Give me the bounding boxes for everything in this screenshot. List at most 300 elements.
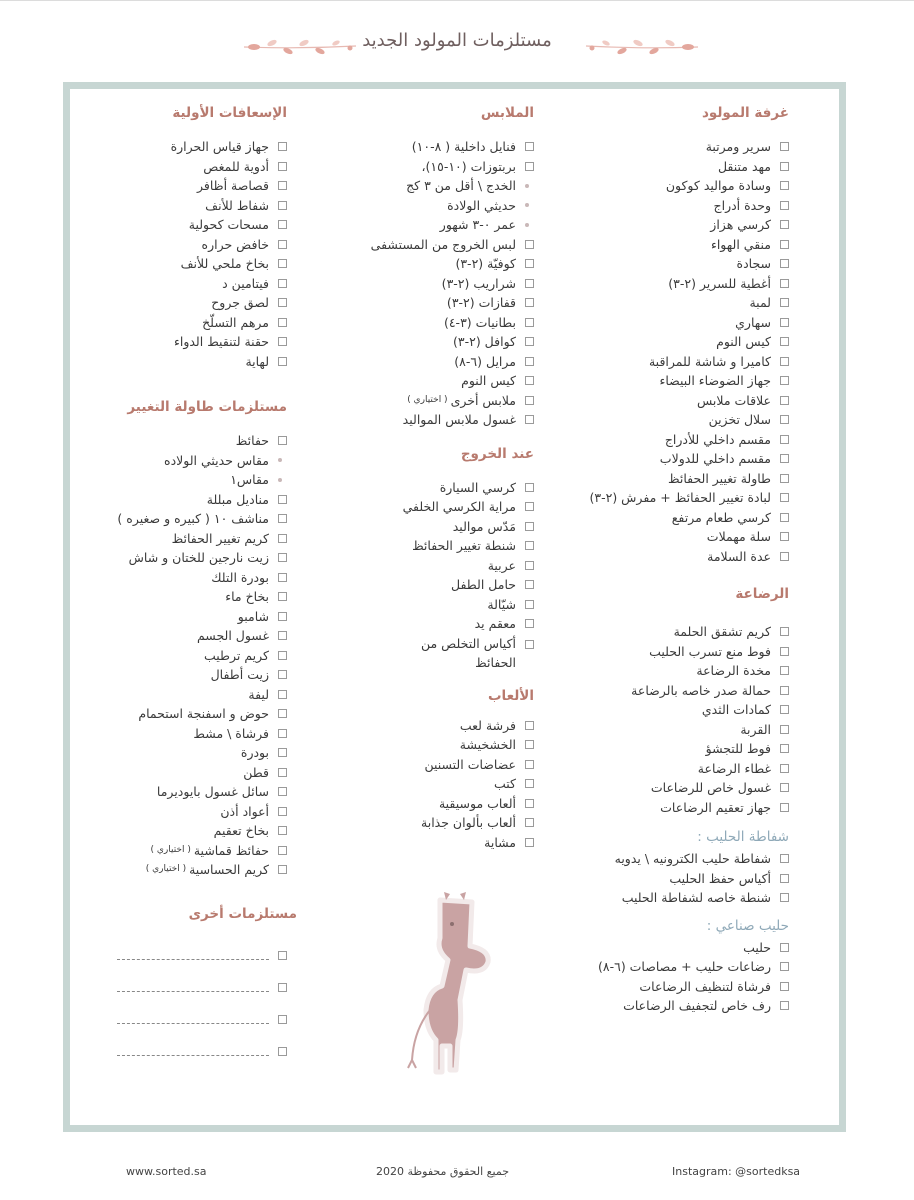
checkbox[interactable] [278, 826, 287, 835]
list-item[interactable] [589, 642, 789, 662]
checkbox[interactable] [780, 513, 789, 522]
item-label: وسادة مواليد كوكون [665, 178, 771, 193]
list-item[interactable] [364, 813, 534, 833]
list-item[interactable] [364, 833, 534, 853]
checkbox[interactable] [780, 337, 789, 346]
item-label: الحفائظ [475, 654, 516, 670]
checkbox[interactable] [525, 760, 534, 769]
checkbox[interactable] [278, 592, 287, 601]
item-label: الخشخيشة [459, 737, 516, 752]
item-label: عدة السلامة [707, 548, 771, 564]
checkbox[interactable] [278, 612, 287, 621]
item-label: شنطة خاصه لشفاطة الحليب [621, 890, 771, 905]
checkbox[interactable] [278, 631, 287, 640]
nursery-column [589, 101, 789, 1016]
list-item[interactable] [364, 410, 534, 430]
checkbox[interactable] [278, 436, 287, 445]
list-item[interactable] [364, 352, 534, 372]
item-label: مشاية [484, 834, 516, 850]
list-item[interactable] [364, 497, 534, 517]
checkbox[interactable] [525, 600, 534, 609]
checkbox[interactable] [780, 874, 789, 883]
bullet-icon [278, 458, 282, 462]
list-item[interactable] [589, 176, 789, 196]
list-item[interactable] [364, 735, 534, 755]
header [0, 28, 914, 64]
list-item[interactable] [117, 196, 287, 216]
list-item[interactable] [364, 595, 534, 615]
blank-line[interactable] [117, 951, 269, 960]
item-label: حوض و اسفنجة استحمام [138, 706, 269, 721]
list-item[interactable] [364, 634, 534, 672]
bullet-icon [525, 223, 529, 227]
section-title-other: مستلزمات أخرى [188, 905, 297, 922]
checkbox[interactable] [780, 783, 789, 792]
checkbox[interactable] [780, 686, 789, 695]
item-label: لمبة [749, 295, 771, 310]
item-label: شيّالة [487, 596, 516, 612]
checkbox[interactable] [780, 532, 789, 541]
list-item[interactable] [364, 274, 534, 294]
item-label: عضاضات التسنين [424, 756, 516, 772]
list-item[interactable] [589, 798, 789, 818]
list-item[interactable] [589, 508, 789, 528]
list-item[interactable] [117, 782, 287, 802]
checkbox[interactable] [525, 818, 534, 827]
item-label: ألعاب موسيقية [438, 795, 516, 811]
list-item[interactable] [117, 724, 287, 744]
checkbox[interactable] [278, 690, 287, 699]
list-item[interactable] [364, 215, 534, 235]
checkbox[interactable] [525, 337, 534, 346]
checkbox[interactable] [278, 259, 287, 268]
item-label: لهاية [245, 353, 269, 369]
item-label: مرهم التسلّخ [202, 314, 269, 330]
checkbox[interactable] [525, 799, 534, 808]
optional-note: ( اختياري ) [145, 864, 187, 874]
checkbox[interactable] [780, 725, 789, 734]
list-item[interactable] [364, 391, 534, 411]
checkbox[interactable] [278, 201, 287, 210]
item-label: بخاخ تعقيم [213, 823, 269, 838]
list-item[interactable] [117, 704, 287, 724]
checkbox[interactable] [780, 666, 789, 675]
item-label: كريم الحساسية [189, 862, 269, 877]
checkbox[interactable] [278, 514, 287, 523]
section-title-nursery: غرفة المولود [701, 105, 789, 121]
list-item[interactable] [117, 587, 287, 607]
list-item[interactable] [117, 332, 287, 352]
checkbox[interactable] [278, 951, 287, 960]
checkbox[interactable] [780, 318, 789, 327]
checkbox[interactable] [525, 240, 534, 249]
list-item[interactable] [589, 869, 789, 889]
list-item[interactable] [589, 196, 789, 216]
checkbox[interactable] [780, 982, 789, 991]
list-item[interactable] [117, 470, 287, 490]
item-label: ألعاب بألوان جذابة [421, 815, 516, 830]
list-item[interactable] [117, 293, 287, 313]
checkbox[interactable] [780, 201, 789, 210]
checkbox[interactable] [278, 748, 287, 757]
toys-list [364, 716, 534, 853]
checkbox[interactable] [278, 181, 287, 190]
list-item[interactable] [117, 685, 287, 705]
blank-line[interactable] [117, 1015, 269, 1024]
list-item[interactable] [117, 451, 287, 471]
item-label: سهاري [735, 314, 771, 330]
list-item[interactable] [117, 743, 287, 763]
item-label: كريم تشقق الحلمة [673, 624, 771, 639]
list-item[interactable] [364, 137, 534, 157]
item-label: شفاط للأنف [205, 197, 269, 213]
checkbox[interactable] [525, 259, 534, 268]
list-item[interactable] [589, 778, 789, 798]
checkbox[interactable] [278, 846, 287, 855]
list-item[interactable] [589, 254, 789, 274]
list-item[interactable] [589, 410, 789, 430]
list-item[interactable] [117, 490, 287, 510]
checkbox[interactable] [278, 318, 287, 327]
checkbox[interactable] [278, 162, 287, 171]
list-item[interactable] [589, 332, 789, 352]
checkbox[interactable] [278, 865, 287, 874]
formula-list [589, 938, 789, 1016]
checkbox[interactable] [278, 495, 287, 504]
list-item[interactable] [589, 957, 789, 977]
list-item[interactable] [589, 996, 789, 1016]
list-item[interactable] [364, 235, 534, 255]
list-item[interactable] [364, 157, 534, 177]
list-item[interactable] [589, 157, 789, 177]
list-item[interactable] [364, 794, 534, 814]
item-label: مرايل (٦-٨) [454, 353, 516, 369]
item-label: حامل الطفل [451, 577, 516, 592]
item-label: كرسي السيارة [439, 479, 516, 495]
list-item[interactable] [589, 977, 789, 997]
list-item[interactable] [117, 626, 287, 646]
blank-line-item[interactable] [117, 972, 287, 1004]
checkbox[interactable] [780, 962, 789, 971]
item-label: فرشة لعب [459, 717, 516, 733]
list-item[interactable] [589, 720, 789, 740]
list-item[interactable] [117, 431, 287, 451]
list-item[interactable] [589, 352, 789, 372]
section-title-first-aid: الإسعافات الأولية [172, 105, 287, 121]
item-label: سرير ومرتبة [705, 139, 771, 154]
footer-rights: جميع الحقوق محفوظة 2020 [376, 1165, 510, 1178]
list-item[interactable] [364, 575, 534, 595]
checkbox[interactable] [780, 454, 789, 463]
item-label: بخاخ ماء [225, 589, 269, 604]
checkbox[interactable] [780, 396, 789, 405]
list-item[interactable] [364, 293, 534, 313]
checkbox[interactable] [525, 522, 534, 531]
item-label: قطن [243, 764, 269, 780]
list-item[interactable] [117, 137, 287, 157]
feeding-list [589, 622, 789, 817]
other-list [117, 940, 287, 1068]
checkbox[interactable] [525, 541, 534, 550]
list-item[interactable] [364, 517, 534, 537]
list-item[interactable] [117, 821, 287, 841]
item-label: بربتوزات (١٠-١٥)، [421, 158, 516, 174]
list-item[interactable] [589, 293, 789, 313]
list-item[interactable] [589, 938, 789, 958]
list-item[interactable] [589, 430, 789, 450]
list-item[interactable] [117, 568, 287, 588]
checkbox[interactable] [278, 768, 287, 777]
checkbox[interactable] [780, 705, 789, 714]
item-label: كاميرا و شاشة للمراقبة [648, 353, 771, 369]
item-label: مسحات كحولية [188, 217, 269, 232]
item-label: أعواد أذن [220, 803, 269, 819]
footer-website[interactable]: www.sorted.sa [126, 1165, 207, 1178]
list-item[interactable] [589, 215, 789, 235]
list-item[interactable] [589, 888, 789, 908]
top-divider [0, 0, 914, 1]
list-item[interactable] [117, 157, 287, 177]
list-item[interactable] [364, 556, 534, 576]
list-item[interactable] [589, 527, 789, 547]
checkbox[interactable] [525, 396, 534, 405]
item-label: رضاعات حليب + مصاصات (٦-٨) [597, 959, 771, 974]
list-item[interactable] [117, 665, 287, 685]
list-item[interactable] [364, 371, 534, 391]
item-label: كيس النوم [461, 373, 516, 388]
list-item[interactable] [364, 313, 534, 333]
list-item[interactable] [364, 176, 534, 196]
item-label: رف خاص لتجفيف الرضاعات [623, 998, 771, 1013]
checkbox[interactable] [278, 573, 287, 582]
item-label: مناشف ١٠ ( كبيره و صغيره ) [117, 511, 269, 526]
checkbox[interactable] [525, 415, 534, 424]
list-item[interactable] [589, 547, 789, 567]
checkbox[interactable] [780, 647, 789, 656]
list-item[interactable] [117, 529, 287, 549]
checkbox[interactable] [278, 142, 287, 151]
checkbox[interactable] [278, 709, 287, 718]
item-label: عربية [487, 557, 516, 573]
list-item[interactable] [589, 274, 789, 294]
checkbox[interactable] [780, 415, 789, 424]
checkbox[interactable] [278, 787, 287, 796]
item-label: مقاس حديثي الولاده [164, 452, 269, 468]
checkbox[interactable] [780, 474, 789, 483]
list-item[interactable] [364, 774, 534, 794]
checkbox[interactable] [780, 803, 789, 812]
item-label: بخاخ ملحي للأنف [180, 256, 269, 271]
checkbox[interactable] [780, 298, 789, 307]
checkbox[interactable] [278, 807, 287, 816]
checkbox[interactable] [525, 580, 534, 589]
checkbox[interactable] [278, 553, 287, 562]
item-label: ملابس أخرى [450, 392, 516, 408]
item-label: منقي الهواء [710, 236, 771, 252]
blank-line-item[interactable] [117, 1036, 287, 1068]
first-aid-list [117, 137, 287, 371]
checkbox[interactable] [278, 729, 287, 738]
item-label: غطاء الرضاعة [697, 760, 771, 776]
checkbox[interactable] [780, 240, 789, 249]
nursery-list [589, 137, 789, 566]
item-label: قفازات (٢-٣) [446, 295, 516, 310]
item-label: حقنة لتنقيط الدواء [173, 334, 269, 349]
item-label: علاقات ملابس [696, 392, 771, 408]
checkbox[interactable] [780, 162, 789, 171]
checkbox[interactable] [525, 142, 534, 151]
list-item[interactable] [364, 755, 534, 775]
list-item[interactable] [117, 646, 287, 666]
list-item[interactable] [117, 313, 287, 333]
list-item[interactable] [364, 478, 534, 498]
list-item[interactable] [589, 449, 789, 469]
checkbox[interactable] [780, 552, 789, 561]
item-label: كريم ترطيب [204, 647, 269, 663]
item-label: غسول الجسم [196, 628, 269, 643]
leaf-branch-right-icon [582, 36, 702, 58]
list-item[interactable] [589, 235, 789, 255]
list-item[interactable] [364, 196, 534, 216]
list-item[interactable] [589, 371, 789, 391]
list-item[interactable] [364, 332, 534, 352]
blank-line[interactable] [117, 983, 269, 992]
list-item[interactable] [364, 614, 534, 634]
blank-line-item[interactable] [117, 940, 287, 972]
checkbox[interactable] [278, 983, 287, 992]
checkbox[interactable] [278, 298, 287, 307]
item-label: لبادة تغيير الحفائظ + مفرش (٢-٣) [589, 490, 771, 505]
checkbox[interactable] [780, 854, 789, 863]
item-label: مقاس١ [230, 472, 269, 487]
list-item[interactable] [364, 254, 534, 274]
footer-instagram[interactable]: Instagram: @sortedksa [672, 1165, 801, 1178]
checkbox[interactable] [278, 240, 287, 249]
item-label: أكياس التخلص من [421, 635, 516, 651]
item-label: فوط منع تسرب الحليب [649, 643, 771, 659]
checkbox[interactable] [780, 435, 789, 444]
list-item[interactable] [589, 469, 789, 489]
checkbox[interactable] [780, 764, 789, 773]
list-item[interactable] [117, 235, 287, 255]
list-item[interactable] [589, 681, 789, 701]
item-label: مهد متنقل [717, 158, 771, 174]
checkbox[interactable] [278, 670, 287, 679]
list-item[interactable] [364, 716, 534, 736]
checkbox[interactable] [278, 357, 287, 366]
clothes-list [364, 137, 534, 430]
blank-line[interactable] [117, 1047, 269, 1056]
checkbox[interactable] [780, 744, 789, 753]
checkbox[interactable] [525, 318, 534, 327]
item-label: كوفيّة (٢-٣) [455, 256, 516, 271]
checkbox[interactable] [525, 779, 534, 788]
item-label: قصاصة أظافر [196, 178, 269, 193]
list-item[interactable] [117, 274, 287, 294]
list-item[interactable] [117, 548, 287, 568]
checkbox[interactable] [278, 534, 287, 543]
item-label: فرشاة لتنظيف الرضاعات [639, 978, 771, 994]
checkbox[interactable] [525, 640, 534, 649]
checkbox[interactable] [278, 651, 287, 660]
list-item[interactable] [117, 176, 287, 196]
checkbox[interactable] [525, 561, 534, 570]
item-label: فيتامين د [222, 275, 269, 291]
item-label: حفائظ [235, 433, 269, 448]
list-item[interactable] [589, 622, 789, 642]
list-item[interactable] [589, 700, 789, 720]
list-item[interactable] [117, 607, 287, 627]
checkbox[interactable] [278, 337, 287, 346]
checkbox[interactable] [525, 376, 534, 385]
bullet-icon [525, 184, 529, 188]
list-item[interactable] [117, 254, 287, 274]
checkbox[interactable] [780, 357, 789, 366]
list-item[interactable] [117, 841, 287, 861]
checkbox[interactable] [525, 483, 534, 492]
checkbox[interactable] [780, 893, 789, 902]
checkbox[interactable] [525, 838, 534, 847]
list-item[interactable] [589, 137, 789, 157]
list-item[interactable] [117, 763, 287, 783]
list-item[interactable] [117, 860, 287, 880]
checkbox[interactable] [525, 357, 534, 366]
checkbox[interactable] [780, 376, 789, 385]
checkbox[interactable] [525, 619, 534, 628]
checkbox[interactable] [780, 259, 789, 268]
list-item[interactable] [589, 739, 789, 759]
list-item[interactable] [589, 849, 789, 869]
checkbox[interactable] [780, 220, 789, 229]
list-item[interactable] [589, 488, 789, 508]
checkbox[interactable] [525, 298, 534, 307]
checkbox[interactable] [525, 502, 534, 511]
list-item[interactable] [117, 352, 287, 372]
checkbox[interactable] [780, 1001, 789, 1010]
item-label: ليفة [248, 686, 269, 702]
checkbox[interactable] [525, 721, 534, 730]
checkbox[interactable] [278, 220, 287, 229]
list-item[interactable] [117, 509, 287, 529]
checkbox[interactable] [525, 279, 534, 288]
checkbox[interactable] [780, 181, 789, 190]
checkbox[interactable] [780, 943, 789, 952]
blank-line-item[interactable] [117, 1004, 287, 1036]
item-label: عمر ٠-٣ شهور [439, 217, 516, 232]
item-label: لصق جروح [211, 295, 269, 310]
bullet-icon [278, 478, 282, 482]
checkbox[interactable] [780, 627, 789, 636]
list-item[interactable] [589, 759, 789, 779]
item-label: جهاز تعقيم الرضاعات [660, 799, 771, 815]
list-item[interactable] [589, 661, 789, 681]
list-item[interactable] [117, 215, 287, 235]
checkbox[interactable] [780, 142, 789, 151]
checkbox[interactable] [278, 1047, 287, 1056]
checkbox[interactable] [780, 493, 789, 502]
checkbox[interactable] [278, 279, 287, 288]
item-label: الخدج \ أقل من ٣ كج [406, 178, 516, 193]
list-item[interactable] [589, 391, 789, 411]
checkbox[interactable] [278, 1015, 287, 1024]
list-item[interactable] [589, 313, 789, 333]
list-item[interactable] [364, 536, 534, 556]
pump-list [589, 849, 789, 908]
list-item[interactable] [117, 802, 287, 822]
checkbox[interactable] [525, 740, 534, 749]
checkbox[interactable] [525, 162, 534, 171]
checkbox[interactable] [780, 279, 789, 288]
